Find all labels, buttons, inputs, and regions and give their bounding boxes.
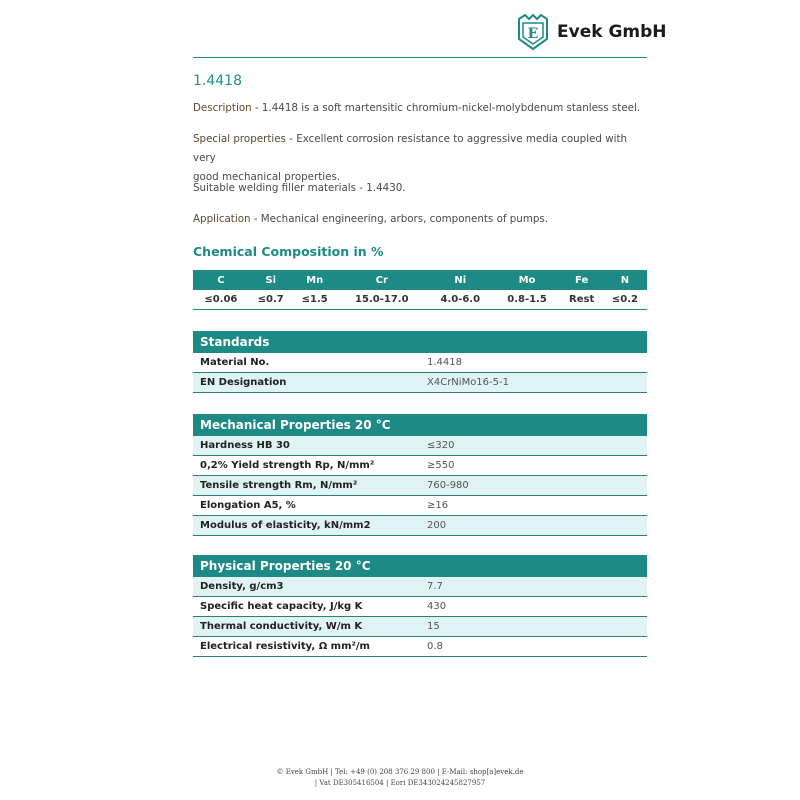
- column-header: C: [193, 270, 249, 290]
- table-cell: ≤1.5: [293, 290, 337, 310]
- standards-title: Standards: [193, 331, 647, 353]
- standards-table: [193, 331, 647, 393]
- table-row: [193, 436, 647, 456]
- mechanical-properties-table: [193, 414, 647, 536]
- property-name: Specific heat capacity, J/kg K: [193, 597, 420, 617]
- table-row: [193, 496, 647, 516]
- company-name: Evek GmbH: [557, 22, 667, 42]
- property-name: Density, g/cm3: [193, 577, 420, 597]
- special-properties-text-cont: good mechanical properties.: [193, 171, 341, 183]
- property-name: Material No.: [193, 353, 420, 373]
- column-header: Mn: [293, 270, 337, 290]
- column-header: N: [603, 270, 647, 290]
- property-name: Tensile strength Rm, N/mm²: [193, 476, 420, 496]
- table-cell: 15.0-17.0: [337, 290, 427, 310]
- property-value: 7.7: [420, 577, 647, 597]
- physical-properties-table: [193, 555, 647, 657]
- table-row: [193, 577, 647, 597]
- table-row: [193, 597, 647, 617]
- application-label: Application -: [193, 213, 261, 225]
- material-title: 1.4418: [193, 73, 242, 89]
- property-name: Modulus of elasticity, kN/mm2: [193, 516, 420, 536]
- table-row: [193, 516, 647, 536]
- footer-contact: © Evek GmbH | Tel: +49 (0) 208 376 29 800 | E-Mail: shop[a]evek.de: [276, 768, 524, 776]
- header-divider: [193, 57, 647, 58]
- column-header: Si: [249, 270, 293, 290]
- column-header: Ni: [427, 270, 494, 290]
- description-paragraph: [193, 99, 647, 118]
- description-label: Description -: [193, 102, 262, 114]
- footer-tax-ids: | Vat DE305416504 | Eori DE343024245827957: [314, 779, 486, 787]
- description-text: 1.4418 is a soft martensitic chromium-nickel-molybdenum stanless steel.: [261, 102, 641, 114]
- table-row: [193, 476, 647, 496]
- table-cell: ≤0.7: [249, 290, 293, 310]
- table-cell: 4.0-6.0: [427, 290, 494, 310]
- table-header-row: [193, 331, 647, 353]
- table-row: [193, 617, 647, 637]
- table-cell: ≤0.06: [193, 290, 249, 310]
- chemical-composition-title: Chemical Composition in %: [193, 244, 384, 259]
- table-header-row: [193, 414, 647, 436]
- table-row: [193, 637, 647, 657]
- chemical-composition-table: [193, 270, 647, 310]
- column-header: Mo: [494, 270, 561, 290]
- property-value: 0.8: [420, 637, 647, 657]
- property-value: 200: [420, 516, 647, 536]
- mechanical-title: Mechanical Properties 20 °C: [193, 414, 647, 436]
- property-value: ≤320: [420, 436, 647, 456]
- company-logo[interactable]: [515, 13, 667, 51]
- table-header-row: [193, 270, 647, 290]
- welding-filler-paragraph: Suitable welding filler materials - 1.4430.: [193, 182, 406, 194]
- property-name: 0,2% Yield strength Rp, N/mm²: [193, 456, 420, 476]
- property-name: Hardness HB 30: [193, 436, 420, 456]
- application-text: Mechanical engineering, arbors, components of pumps.: [260, 213, 549, 225]
- table-row: [193, 373, 647, 393]
- logo-letter: E: [527, 26, 539, 42]
- special-properties-label: Special properties -: [193, 133, 297, 145]
- table-row: [193, 353, 647, 373]
- special-properties-text: Excellent corrosion resistance to aggressive media coupled with very: [193, 133, 628, 164]
- column-header: Fe: [560, 270, 603, 290]
- table-cell: 0.8-1.5: [494, 290, 561, 310]
- application-paragraph: [193, 210, 647, 229]
- physical-title: Physical Properties 20 °C: [193, 555, 647, 577]
- table-cell: Rest: [560, 290, 603, 310]
- property-value: 760-980: [420, 476, 647, 496]
- property-value: 430: [420, 597, 647, 617]
- property-name: Electrical resistivity, Ω mm²/m: [193, 637, 420, 657]
- property-name: Elongation A5, %: [193, 496, 420, 516]
- shield-crest-icon: [515, 13, 551, 51]
- property-value: ≥550: [420, 456, 647, 476]
- property-value: 1.4418: [420, 353, 647, 373]
- property-value: ≥16: [420, 496, 647, 516]
- property-value: X4CrNiMo16-5-1: [420, 373, 647, 393]
- column-header: Cr: [337, 270, 427, 290]
- table-row: [193, 456, 647, 476]
- property-name: EN Designation: [193, 373, 420, 393]
- table-row: [193, 290, 647, 310]
- table-header-row: [193, 555, 647, 577]
- property-name: Thermal conductivity, W/m K: [193, 617, 420, 637]
- property-value: 15: [420, 617, 647, 637]
- table-cell: ≤0.2: [603, 290, 647, 310]
